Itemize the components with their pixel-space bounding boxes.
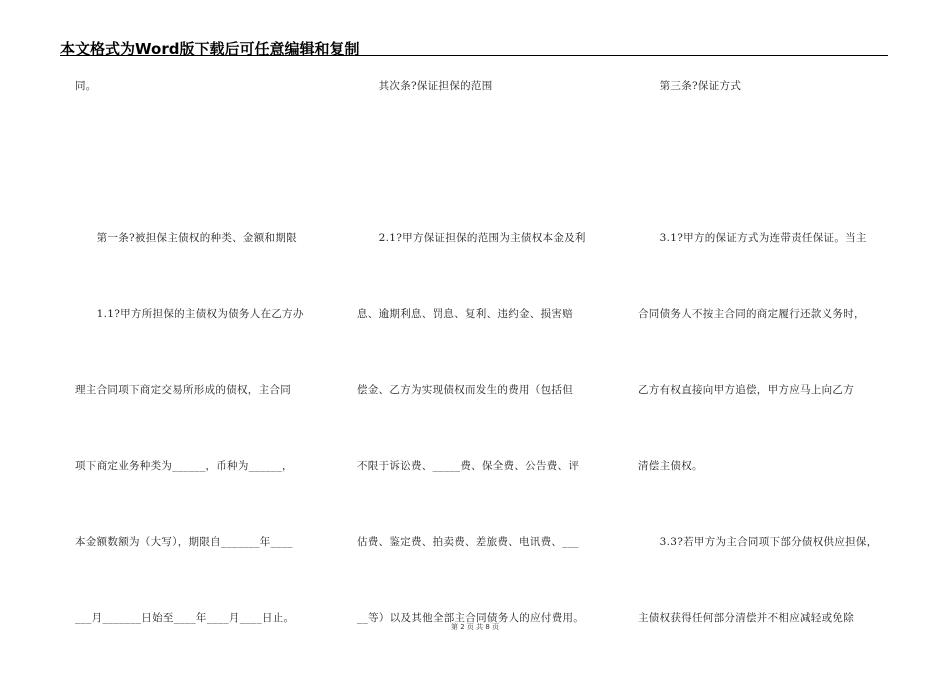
- header-divider: [60, 55, 888, 56]
- text-line: 2.1?甲方保证担保的范围为主债权本金及利: [357, 232, 586, 244]
- page-number: 第 2 页 共 8 页: [450, 623, 500, 631]
- text-line: 息、逾期利息、罚息、复利、违约金、损害赔: [357, 308, 573, 320]
- text-line: 项下商定业务种类为______，币种为______，: [75, 460, 293, 472]
- text-line: 合同债务人不按主合同的商定履行还款义务时，: [638, 308, 865, 320]
- text-line: 3.1?甲方的保证方式为连带责任保证。当主: [638, 232, 867, 244]
- text-line: [357, 154, 607, 230]
- text-line: 本金额数额为（大写），期限自_______年____: [75, 536, 293, 548]
- text-line: 乙方有权直接向甲方追偿，甲方应马上向乙方: [638, 384, 854, 396]
- text-line: __等）以及其他全部主合同债务人的应付费用。: [357, 612, 585, 624]
- text-line: 同。: [75, 80, 97, 92]
- text-line: 主债权获得任何部分清偿并不相应减轻或免除: [638, 612, 854, 624]
- text-line: 理主合同项下商定交易所形成的债权，主合同: [75, 384, 291, 396]
- text-line: 清偿主债权。: [638, 460, 703, 472]
- text-line: 不限于诉讼费、_____费、保全费、公告费、评: [357, 460, 580, 472]
- text-line: ___月_______日始至____年____月____日止。: [75, 612, 295, 624]
- text-line: [638, 154, 888, 230]
- text-column-2: [357, 78, 607, 686]
- text-line: 偿金、乙方为实现债权而发生的费用（包括但: [357, 384, 573, 396]
- text-line: 第一条?被担保主债权的种类、金额和期限: [75, 232, 297, 244]
- text-line: 第三条?保证方式: [638, 80, 742, 92]
- text-line: 1.1?甲方所担保的主债权为债务人在乙方办: [75, 308, 304, 320]
- text-line: [75, 154, 325, 230]
- document-header-title: 本文格式为Word版下载后可任意编辑和复制: [60, 40, 360, 58]
- text-line: 3.3?若甲方为主合同项下部分债权供应担保，: [638, 536, 878, 548]
- text-line: 估费、鉴定费、拍卖费、差旅费、电讯费、___: [357, 536, 579, 548]
- text-column-1: [75, 78, 325, 686]
- text-column-3: [638, 78, 888, 686]
- text-line: 其次条?保证担保的范围: [357, 80, 493, 92]
